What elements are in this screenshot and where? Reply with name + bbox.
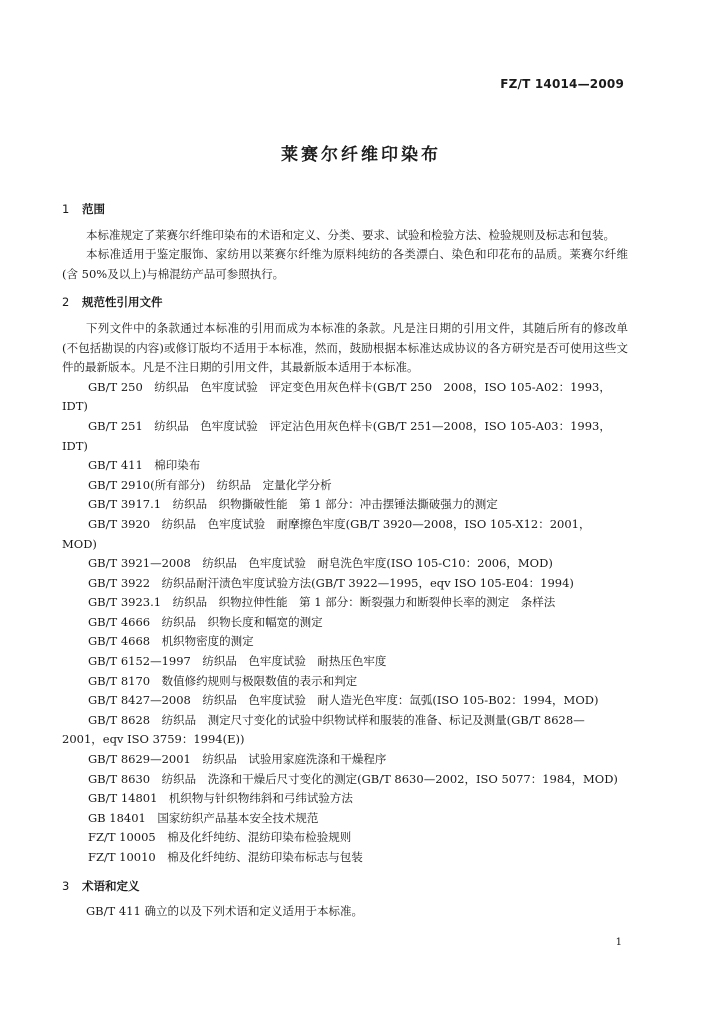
reference-item: [62, 848, 628, 868]
reference-text: FZ/T 10005 棉及化纤纯纺、混纺印染布检验规则: [88, 830, 352, 845]
reference-text: GB/T 8427—2008 纺织品 色牢度试验 耐人造光色牢度：氙弧(ISO 105-B02：1994，MOD): [88, 693, 599, 708]
document-body: [62, 200, 628, 922]
scope-paragraph-1: 本标准规定了莱赛尔纤维印染布的术语和定义、分类、要求、试验和检验方法、检验规则及标志和包装。: [86, 227, 615, 242]
reference-item: [62, 476, 628, 496]
terms-paragraph: GB/T 411 确立的以及下列术语和定义适用于本标准。: [86, 904, 363, 919]
reference-text: GB/T 3917.1 纺织品 织物撕破性能 第 1 部分：冲击摆锤法撕破强力的测定: [88, 497, 498, 512]
reference-text: GB/T 251 纺织品 色牢度试验 评定沾色用灰色样卡(GB/T 251—2008，ISO 105-A03：1993，: [88, 418, 611, 433]
reference-text: GB/T 4668 机织物密度的测定: [88, 634, 254, 649]
reference-text: GB/T 3920 纺织品 色牢度试验 耐摩擦色牢度(GB/T 3920—2008，ISO 105-X12：2001，: [88, 516, 591, 531]
section-2-heading: [62, 293, 628, 313]
section-title: 范围: [82, 202, 105, 216]
reference-item: [62, 652, 628, 672]
reference-item: [62, 809, 628, 829]
reference-text: GB/T 3923.1 纺织品 织物拉伸性能 第 1 部分：断裂强力和断裂伸长率的测定 条样法: [88, 595, 556, 610]
section-number: 2: [62, 295, 70, 310]
reference-text: GB/T 3922 纺织品耐汗渍色牢度试验方法(GB/T 3922—1995，eqv ISO 105-E04：1994): [88, 575, 574, 590]
reference-item: [62, 417, 628, 456]
reference-text: GB/T 8628 纺织品 测定尺寸变化的试验中织物试样和服装的准备、标记及测量(GB/T 8628—: [88, 712, 585, 727]
reference-item: [62, 691, 628, 711]
reference-item: [62, 495, 628, 515]
reference-text: GB/T 8630 纺织品 洗涤和干燥后尺寸变化的测定(GB/T 8630—2002，ISO 5077：1984，MOD): [88, 771, 618, 786]
reference-text: GB/T 14801 机织物与针织物纬斜和弓纬试验方法: [88, 791, 353, 806]
reference-text-continued: IDT): [62, 438, 88, 453]
reference-item: [62, 672, 628, 692]
reference-text: GB/T 8170 数值修约规则与极限数值的表示和判定: [88, 673, 358, 688]
reference-item: [62, 574, 628, 594]
reference-item: [62, 456, 628, 476]
references-intro: 下列文件中的条款通过本标准的引用而成为本标准的条款。凡是注日期的引用文件，其随后所有的修改单(不包括勘误的内容)或修订版均不适用于本标准，然而，鼓励根据本标准达成协议的各方研究是否可使用这些文件的最新版本。凡是不注日期的引用文件，其最新版本适用于本标准。: [62, 320, 628, 375]
section-1-heading: [62, 200, 628, 220]
section-title: 规范性引用文件: [82, 295, 163, 310]
scope-paragraph-2: 本标准适用于鉴定服饰、家纺用以莱赛尔纤维为原料纯纺的各类漂白、染色和印花布的品质。莱赛尔纤维(含 50%及以上)与棉混纺产品可参照执行。: [62, 247, 628, 281]
reference-item: [62, 711, 628, 750]
reference-text-continued: IDT): [62, 399, 88, 414]
section-3-heading: [62, 877, 628, 897]
reference-item: [62, 515, 628, 554]
reference-item: [62, 770, 628, 790]
reference-text-continued: MOD): [62, 536, 97, 551]
section-number: 3: [62, 878, 70, 893]
reference-item: [62, 613, 628, 633]
document-title: 莱赛尔纤维印染布: [281, 145, 441, 165]
reference-text: GB/T 4666 纺织品 织物长度和幅宽的测定: [88, 614, 323, 629]
reference-item: [62, 593, 628, 613]
reference-item: [62, 378, 628, 417]
reference-text: GB/T 8629—2001 纺织品 试验用家庭洗涤和干燥程序: [88, 752, 387, 767]
reference-item: [62, 789, 628, 809]
reference-text: GB/T 3921—2008 纺织品 色牢度试验 耐皂洗色牢度(ISO 105-C10：2006，MOD): [88, 556, 553, 571]
reference-item: [62, 750, 628, 770]
reference-text: GB 18401 国家纺织产品基本安全技术规范: [88, 810, 319, 825]
section-title: 术语和定义: [82, 878, 140, 893]
reference-item: [62, 632, 628, 652]
reference-text: GB/T 250 纺织品 色牢度试验 评定变色用灰色样卡(GB/T 250 2008，ISO 105-A02：1993，: [88, 379, 611, 394]
reference-text: FZ/T 10010 棉及化纤纯纺、混纺印染布标志与包装: [88, 850, 363, 864]
page-number: 1: [615, 937, 622, 948]
reference-item: [62, 554, 628, 574]
reference-text: GB/T 411 棉印染布: [88, 458, 201, 473]
reference-item: [62, 828, 628, 848]
section-number: 1: [62, 202, 70, 216]
reference-text: GB/T 6152—1997 纺织品 色牢度试验 耐热压色牢度: [88, 654, 387, 669]
reference-text: GB/T 2910(所有部分) 纺织品 定量化学分析: [88, 477, 332, 492]
reference-text-continued: 2001，eqv ISO 3759：1994(E)): [62, 732, 245, 747]
standard-code: FZ/T 14014—2009: [500, 77, 624, 91]
reference-list: [62, 378, 628, 868]
